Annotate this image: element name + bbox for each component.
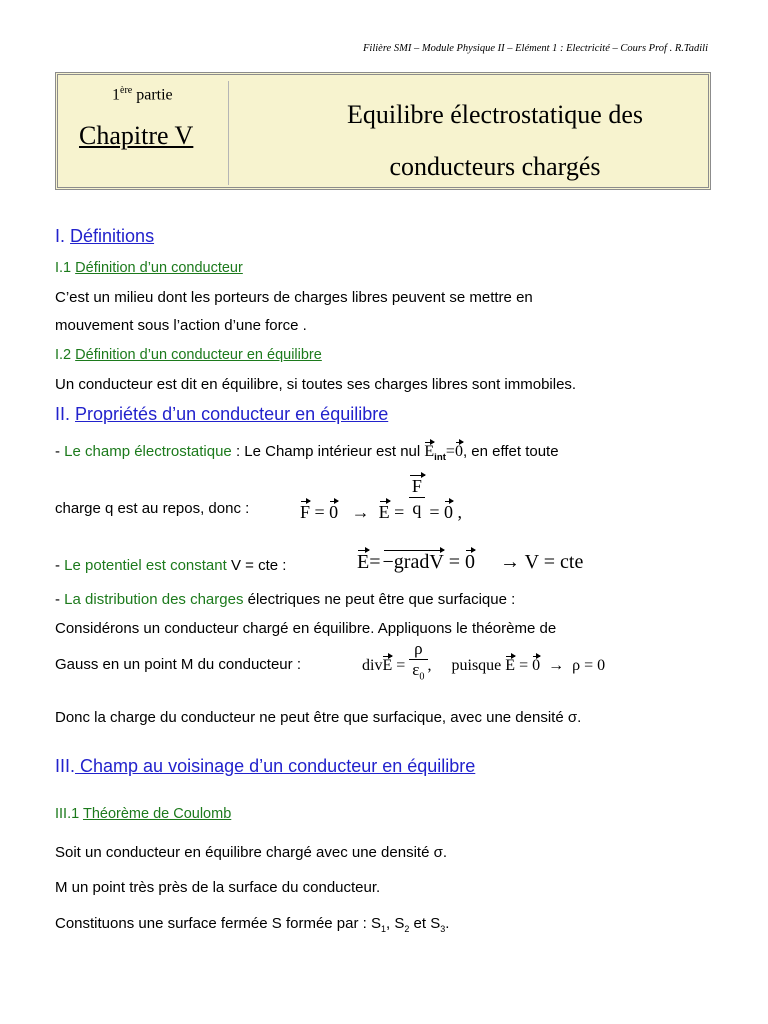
paragraph-line: Un conducteur est dit en équilibre, si toutes ses charges libres sont immobiles. xyxy=(55,376,577,393)
divergence-formula: divE = $\frac{\rho}{\varepsilon_0}$ , puisque E = 0 → ρ = 0 xyxy=(362,639,606,683)
running-header: Filière SMI – Module Physique II – Elément 1 : Electricité – Cours Prof . R.Tadili xyxy=(363,43,708,54)
chapter-title: Equilibre électrostatique des conducteurs chargés xyxy=(346,100,643,181)
e-int-formula: $E_{int}=0$ xyxy=(424,443,463,464)
paragraph-line: C’est un milieu dont les porteurs de charges libres peuvent se mettre en xyxy=(55,289,533,306)
subsection-1-2-heading: I.2 Définition d’un conducteur en équilibre xyxy=(55,347,322,363)
surface-line: Constituons une surface fermée S formée par : $S_1$, $S_2$ et $S_3$. xyxy=(55,915,450,934)
subsection-3-1-heading: III.1 Théorème de Coulomb xyxy=(55,806,232,822)
champ-line: - Le champ électrostatique : Le Champ intérieur est nul $E_{int}=0$, en effet toute xyxy=(55,443,559,464)
charge-line: charge q est au repos, donc : xyxy=(55,500,250,517)
chapter-number: Chapitre V xyxy=(79,121,194,150)
paragraph-line: Donc la charge du conducteur ne peut être que surfacique, avec une densité σ. xyxy=(55,709,582,726)
subsection-1-1-heading: I.1 Définition d’un conducteur xyxy=(55,260,243,276)
potential-line: - Le potentiel est constant V = cte : xyxy=(55,557,287,574)
paragraph-line: Soit un conducteur en équilibre chargé avec une densité σ. xyxy=(55,844,448,861)
paragraph-line: mouvement sous l’action d’une force . xyxy=(55,317,307,334)
gradient-formula: E= −gradV = 0 → V = cte xyxy=(357,551,584,573)
section-2-heading: II. Propriétés d’un conducteur en équilibre xyxy=(55,404,389,424)
paragraph-line: Considérons un conducteur chargé en équilibre. Appliquons le théorème de xyxy=(55,620,557,637)
paragraph-line: M un point très près de la surface du conducteur. xyxy=(55,879,381,896)
chapter-label-cell xyxy=(66,81,229,185)
chapter-title-box xyxy=(55,72,711,190)
part-label: 1ère partie xyxy=(112,85,173,104)
gauss-line: Gauss en un point M du conducteur : xyxy=(55,656,301,673)
distribution-line: - La distribution des charges électriques ne peut être que surfacique : xyxy=(55,591,516,608)
section-1-heading: I. Définitions xyxy=(55,226,155,246)
section-3-heading: III. Champ au voisinage d’un conducteur en équilibre xyxy=(55,756,476,776)
force-formula: F = 0 → E = $\frac{F}{q}$ = 0 , xyxy=(300,476,462,522)
